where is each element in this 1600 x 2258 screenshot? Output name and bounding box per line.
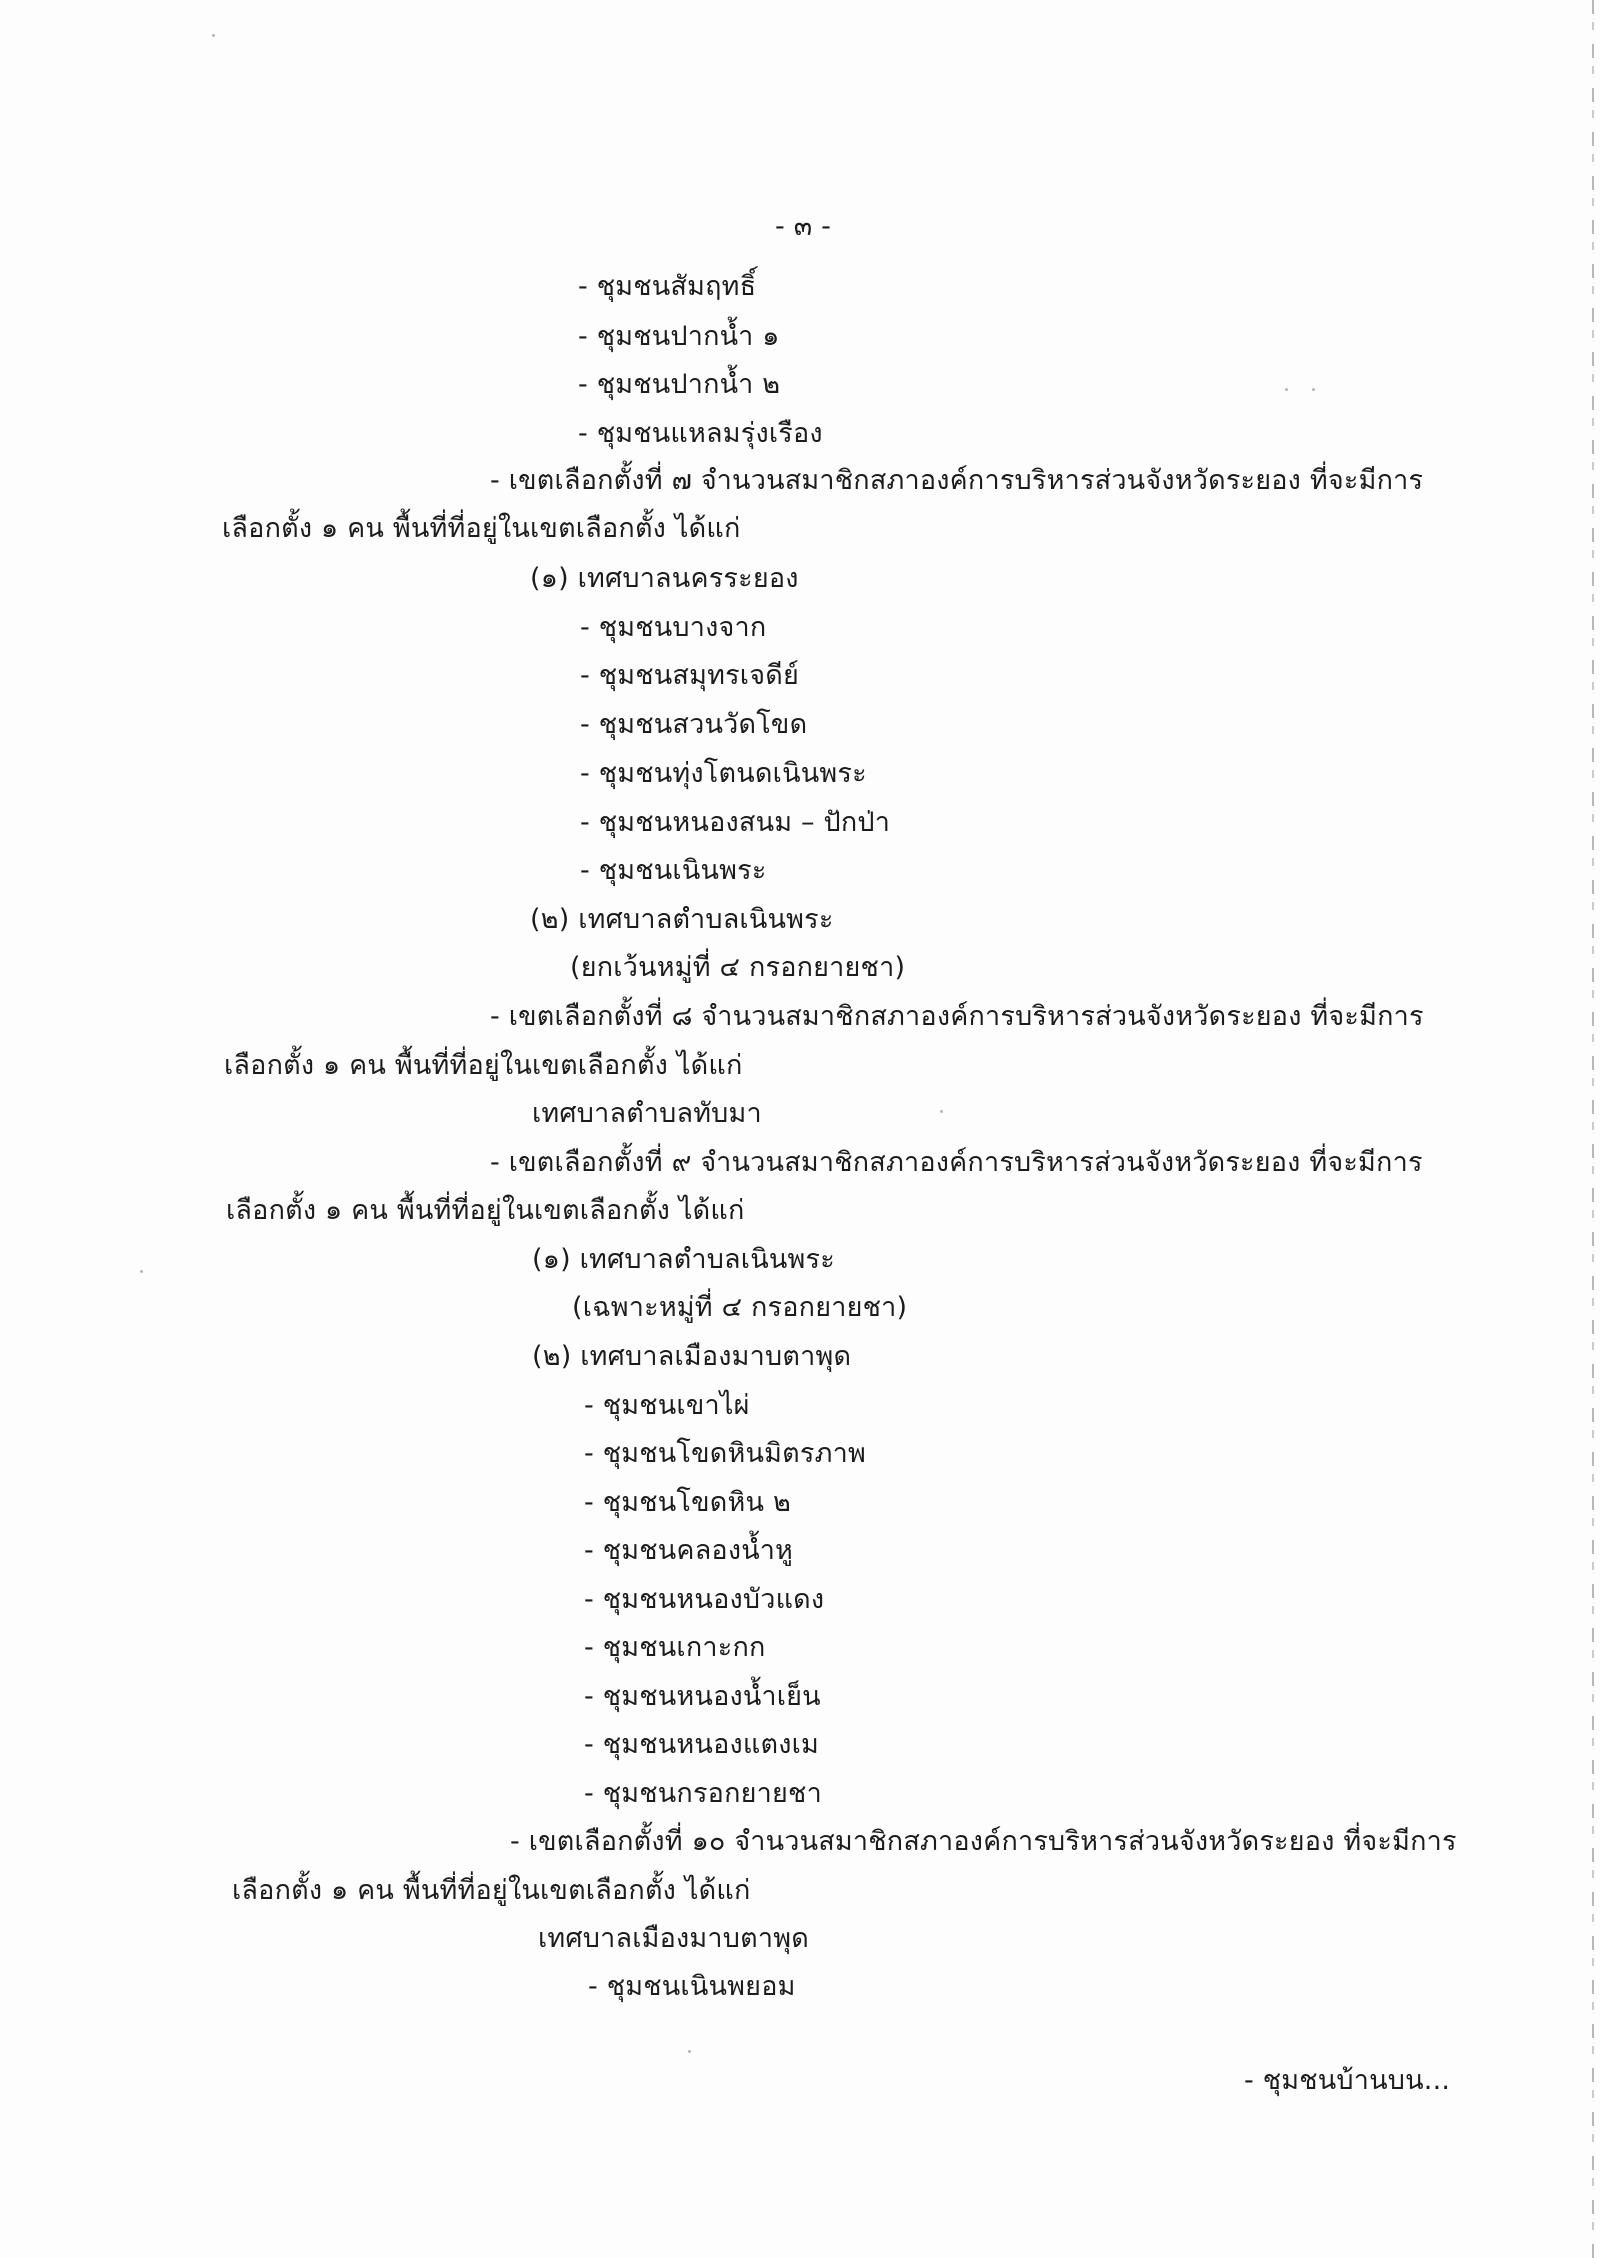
community-item: - ชุมชนสมุทรเจดีย์ [580,660,800,691]
district-7-continuation: เลือกตั้ง ๑ คน พื้นที่ที่อยู่ในเขตเลือกตั้ง ได้แก่ [222,513,741,544]
municipality-heading: (๒) เทศบาลตำบลเนินพระ [530,904,834,935]
community-item: - ชุมชนบางจาก [580,612,767,643]
district-10-heading: - เขตเลือกตั้งที่ ๑๐ จำนวนสมาชิกสภาองค์การบริหารส่วนจังหวัดระยอง ที่จะมีการ [510,1826,1457,1857]
community-item: - ชุมชนคลองน้ำหู [584,1535,794,1566]
scan-speck [140,1270,143,1273]
community-item: - ชุมชนปากน้ำ ๑ [578,321,780,352]
scan-speck [940,1110,943,1113]
district-8-continuation: เลือกตั้ง ๑ คน พื้นที่ที่อยู่ในเขตเลือกตั้ง ได้แก่ [224,1050,743,1081]
scan-speck [1285,388,1288,391]
municipality-heading: เทศบาลตำบลทับมา [532,1098,762,1129]
community-item: - ชุมชนสัมฤทธิ์ [578,271,757,302]
community-item: - ชุมชนเนินพระ [580,855,767,886]
district-9-continuation: เลือกตั้ง ๑ คน พื้นที่ที่อยู่ในเขตเลือกตั้ง ได้แก่ [226,1195,745,1226]
community-item: - ชุมชนหนองแตงเม [584,1729,820,1760]
district-9-heading: - เขตเลือกตั้งที่ ๙ จำนวนสมาชิกสภาองค์การบริหารส่วนจังหวัดระยอง ที่จะมีการ [490,1147,1423,1178]
municipality-heading: เทศบาลเมืองมาบตาพุด [538,1923,809,1954]
municipality-note: (เฉพาะหมู่ที่ ๔ กรอกยายชา) [572,1292,908,1323]
municipality-note: (ยกเว้นหมู่ที่ ๔ กรอกยายชา) [570,952,906,983]
community-item: - ชุมชนหนองสนม – ปักป่า [580,807,891,838]
community-item: - ชุมชนสวนวัดโขด [580,709,808,740]
municipality-heading: (๑) เทศบาลตำบลเนินพระ [532,1244,835,1275]
community-item: - ชุมชนเนินพยอม [588,1971,796,2002]
community-item: - ชุมชนปากน้ำ ๒ [578,369,781,400]
community-item: - ชุมชนกรอกยายชา [584,1778,822,1809]
scan-speck [212,34,215,37]
scan-edge-line [1592,0,1594,2258]
district-10-continuation: เลือกตั้ง ๑ คน พื้นที่ที่อยู่ในเขตเลือกตั้ง ได้แก่ [232,1875,751,1906]
community-item: - ชุมชนหนองบัวแดง [584,1584,825,1615]
community-item: - ชุมชนทุ่งโตนดเนินพระ [580,758,867,789]
community-item: - ชุมชนแหลมรุ่งเรือง [578,418,823,449]
community-item: - ชุมชนหนองน้ำเย็น [584,1681,821,1712]
community-item: - ชุมชนเขาไผ่ [584,1390,750,1421]
municipality-heading: (๒) เทศบาลเมืองมาบตาพุด [532,1341,852,1372]
community-item: - ชุมชนเกาะกก [584,1632,766,1663]
district-8-heading: - เขตเลือกตั้งที่ ๘ จำนวนสมาชิกสภาองค์การบริหารส่วนจังหวัดระยอง ที่จะมีการ [490,1001,1424,1032]
community-item: - ชุมชนโขดหินมิตรภาพ [584,1438,866,1469]
community-item: - ชุมชนโขดหิน ๒ [584,1487,791,1518]
continuation-marker: - ชุมชนบ้านบน... [1244,2065,1451,2096]
municipality-heading: (๑) เทศบาลนครระยอง [530,563,799,594]
district-7-heading: - เขตเลือกตั้งที่ ๗ จำนวนสมาชิกสภาองค์การบริหารส่วนจังหวัดระยอง ที่จะมีการ [490,465,1424,496]
scan-speck [688,2050,691,2053]
page-number: - ๓ - [775,211,832,242]
scan-speck [1312,388,1315,391]
